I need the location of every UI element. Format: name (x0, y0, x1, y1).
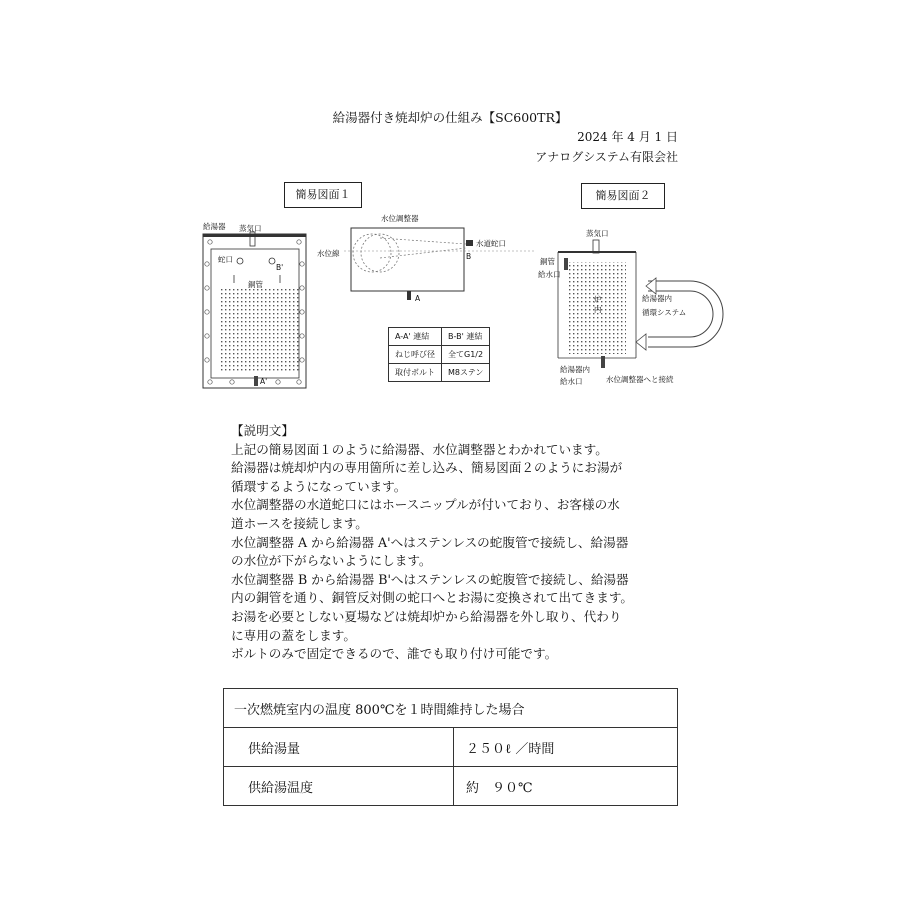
description-line: 循環するようになっています。 (231, 478, 407, 494)
water-tap-label: 水道蛇口 (476, 239, 506, 248)
regulator-label: 水位調整器 (381, 214, 419, 223)
description-line: 水位調整器 A から給湯器 A'へはステンレスの蛇腹管で接続し、給湯器 (231, 534, 629, 550)
a-prime-label: A' (260, 377, 268, 386)
result-table (223, 688, 678, 806)
description-line: お湯を必要としない夏場などは焼却炉から給湯器を外し取り、代わり (231, 608, 622, 624)
document-title: 給湯器付き焼却炉の仕組み【SC600TR】 (332, 110, 568, 125)
supply-temp-label: 供給湯温度 (224, 767, 454, 806)
heater-label: 給湯器 (203, 222, 226, 231)
b-prime-label: B' (276, 263, 284, 272)
water-level-regulator (344, 228, 535, 300)
b-label: B (466, 252, 472, 261)
description-line: に専用の蓋をします。 (231, 627, 356, 643)
fig2-inlet-top-label: 給水口 (538, 270, 561, 279)
copper-pipe-label: 銅管 (248, 280, 263, 289)
spec-cell: 全てG1/2 (442, 346, 490, 364)
figure2-diagram (558, 240, 723, 368)
description-heading: 【説明文】 (231, 423, 294, 438)
description-line: 内の銅管を通り、銅管反対側の蛇口へとお湯に変換されて出てきます。 (231, 590, 633, 606)
table-row (389, 346, 490, 364)
description-line: 水位調整器の水道蛇口にはホースニップルが付いており、お客様の水 (231, 497, 620, 513)
supply-temp-value: 約 ９０℃ (454, 767, 678, 806)
description-line: の水位が下がらないようにします。 (231, 553, 432, 569)
company-name: アナログシステム有限会社 (535, 150, 678, 164)
spec-cell: A-A' 連結 (389, 328, 442, 346)
document-date: 2024 年 4 月 1 日 (577, 130, 678, 144)
fig2-steam-label: 蒸気口 (586, 229, 609, 238)
spec-cell: M8ステン (442, 364, 490, 382)
spec-table (388, 327, 490, 382)
circulation-label-2: 循環システム (642, 308, 687, 317)
description (231, 422, 681, 664)
faucet-label: 蛇口 (218, 255, 233, 264)
furnace-label-2: 内 (594, 305, 602, 314)
spec-cell: 取付ボルト (389, 364, 442, 382)
description-line: 水位調整器 B から給湯器 B'へはステンレスの蛇腹管で接続し、給湯器 (231, 571, 629, 587)
table-row (224, 728, 678, 767)
supply-amount-value: ２５０ℓ ／時間 (454, 728, 678, 767)
table-header-row (224, 689, 678, 728)
description-line: 上記の簡易図面１のように給湯器、水位調整器とわかれています。 (231, 441, 608, 457)
steam-port-label: 蒸気口 (239, 224, 262, 233)
figure2-label: 簡易図面２ (581, 183, 665, 209)
fig2-inlet-label-1: 給湯器内 (560, 365, 590, 374)
connect-label: 水位調整器へと接続 (606, 375, 674, 384)
spec-cell: B-B' 連結 (442, 328, 490, 346)
fig2-copper-label: 銅管 (540, 257, 555, 266)
figure1-label: 簡易図面１ (284, 182, 362, 208)
fig2-inlet-label-2: 給水口 (560, 377, 583, 386)
description-line: 給湯器は焼却炉内の専用箇所に差し込み、簡易図面２のようにお湯が (231, 460, 623, 476)
table-row (389, 328, 490, 346)
supply-amount-label: 供給湯量 (224, 728, 454, 767)
furnace-label-1: 炉 (594, 295, 602, 304)
table-row (224, 767, 678, 806)
a-label: A (415, 294, 421, 303)
result-table-header: 一次燃焼室内の温度 800℃を１時間維持した場合 (224, 689, 678, 728)
description-line: ボルトのみで固定できるので、誰でも取り付け可能です。 (231, 646, 558, 662)
spec-cell: ねじ呼び径 (389, 346, 442, 364)
water-line-label: 水位線 (317, 249, 340, 258)
description-line: 道ホースを接続します。 (231, 515, 368, 531)
circulation-label-1: 給湯器内 (642, 294, 672, 303)
table-row (389, 364, 490, 382)
